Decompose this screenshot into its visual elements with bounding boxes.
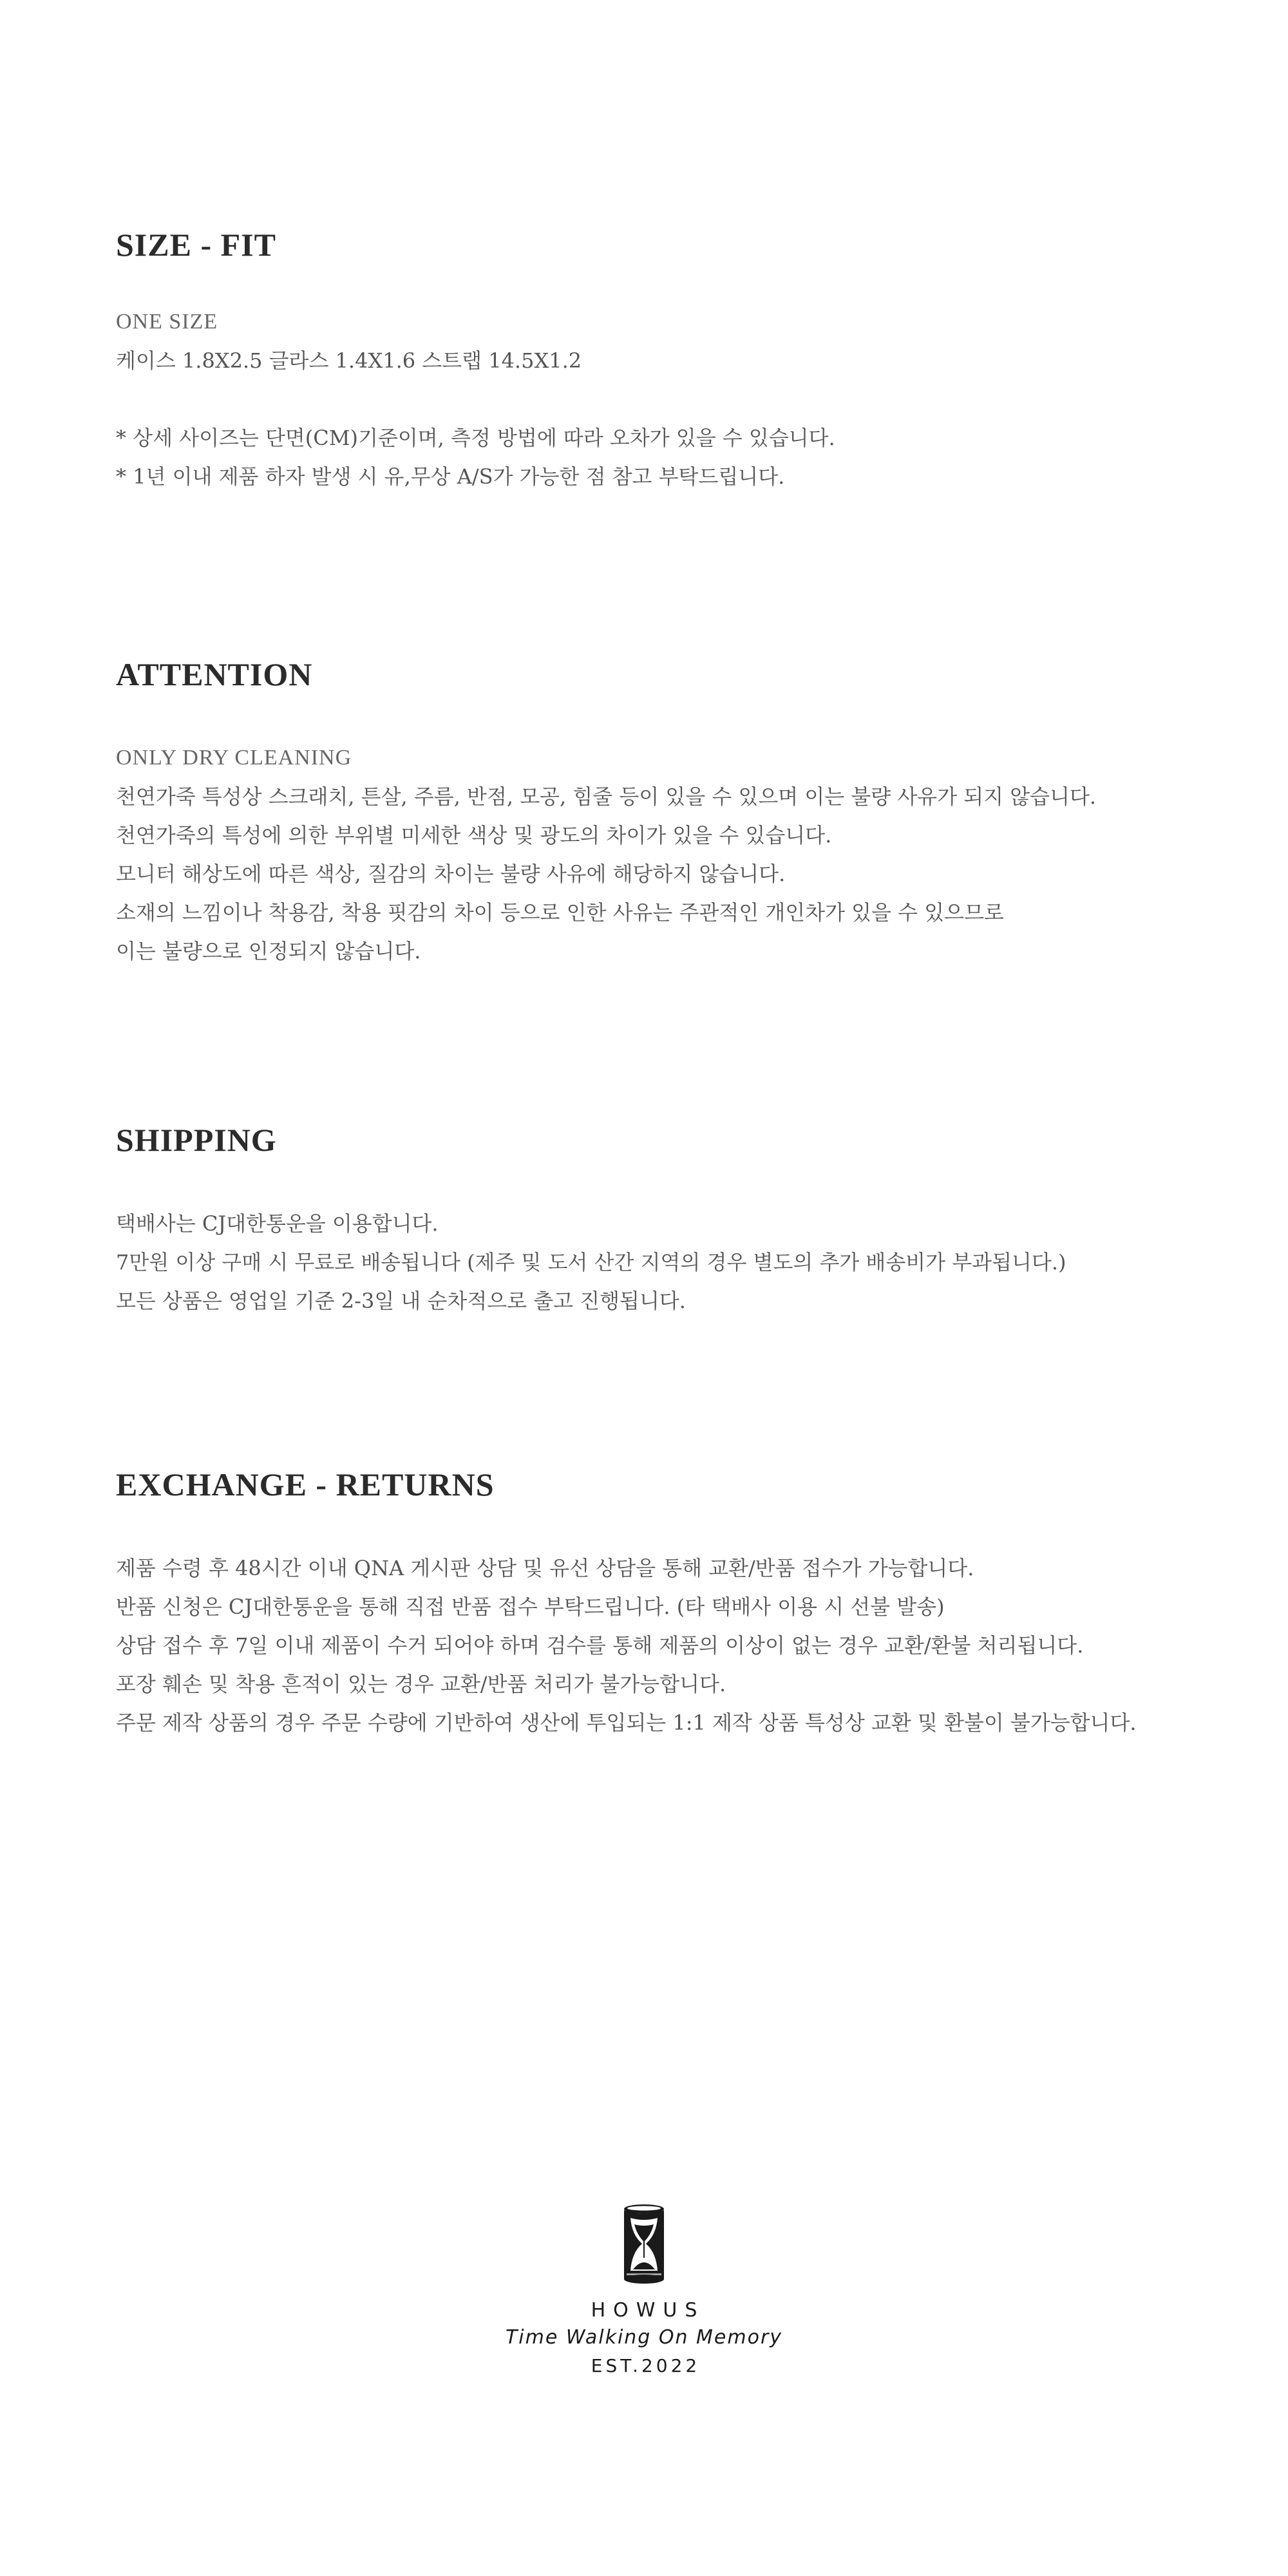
brand-tagline: Time Walking On Memory [505, 2326, 783, 2349]
shipping-section [116, 1121, 1211, 1320]
size-fit-heading: SIZE - FIT [116, 227, 276, 263]
attention-line: 소재의 느낌이나 착용감, 착용 핏감의 차이 등으로 인한 사유는 주관적인 개인차가 있을 수 있으므로 [116, 900, 1004, 925]
shipping-line: 7만원 이상 구매 시 무료로 배송됩니다 (제주 및 도서 산간 지역의 경우 별도의 추가 배송비가 부과됩니다.) [116, 1250, 1066, 1274]
attention-line: ONLY DRY CLEANING [116, 746, 352, 770]
size-note: * 1년 이내 제품 하자 발생 시 유,무상 A/S가 가능한 점 참고 부탁드립니다. [116, 464, 785, 489]
attention-heading: ATTENTION [116, 656, 313, 692]
shipping-line: 모든 상품은 영업일 기준 2-3일 내 순차적으로 출고 진행됩니다. [116, 1289, 686, 1313]
exchange-line: 반품 신청은 CJ대한통운을 통해 직접 반품 접수 부탁드립니다. (타 택배사 이용 시 선불 발송) [116, 1595, 945, 1619]
attention-section [116, 655, 1211, 971]
size-fit-section [116, 225, 1211, 496]
brand-name: HOWUS [591, 2299, 705, 2322]
attention-line: 모니터 해상도에 따른 색상, 질감의 차이는 불량 사유에 해당하지 않습니다. [116, 862, 786, 886]
size-dimensions: 케이스 1.8X2.5 글라스 1.4X1.6 스트랩 14.5X1.2 [116, 348, 582, 373]
size-note: * 상세 사이즈는 단면(CM)기준이며, 측정 방법에 따라 오차가 있을 수 있습니다. [116, 426, 835, 450]
attention-line: 이는 불량으로 인정되지 않습니다. [116, 939, 421, 963]
exchange-returns-heading: EXCHANGE - RETURNS [116, 1466, 495, 1502]
size-label: ONE SIZE [116, 310, 218, 334]
attention-line: 천연가죽의 특성에 의한 부위별 미세한 색상 및 광도의 차이가 있을 수 있습니다. [116, 823, 832, 848]
attention-line: 천연가죽 특성상 스크래치, 튼살, 주름, 반점, 모공, 힘줄 등이 있을 수 있으며 이는 불량 사유가 되지 않습니다. [116, 784, 1097, 809]
brand-footer [0, 2202, 1288, 2380]
brand-established: EST.2022 [591, 2355, 701, 2376]
exchange-line: 포장 훼손 및 착용 흔적이 있는 경우 교환/반품 처리가 불가능합니다. [116, 1672, 726, 1696]
hourglass-icon [621, 2202, 667, 2286]
exchange-line: 주문 제작 상품의 경우 주문 수량에 기반하여 생산에 투입되는 1:1 제작 상품 특성상 교환 및 환불이 불가능합니다. [116, 1710, 1137, 1735]
exchange-line: 제품 수령 후 48시간 이내 QNA 게시판 상담 및 유선 상담을 통해 교환/반품 접수가 가능합니다. [116, 1556, 974, 1580]
exchange-line: 상담 접수 후 7일 이내 제품이 수거 되어야 하며 검수를 통해 제품의 이상이 없는 경우 교환/환불 처리됩니다. [116, 1633, 1084, 1658]
exchange-returns-section [116, 1465, 1211, 1742]
shipping-heading: SHIPPING [116, 1122, 277, 1158]
shipping-line: 택배사는 CJ대한통운을 이용합니다. [116, 1211, 439, 1236]
